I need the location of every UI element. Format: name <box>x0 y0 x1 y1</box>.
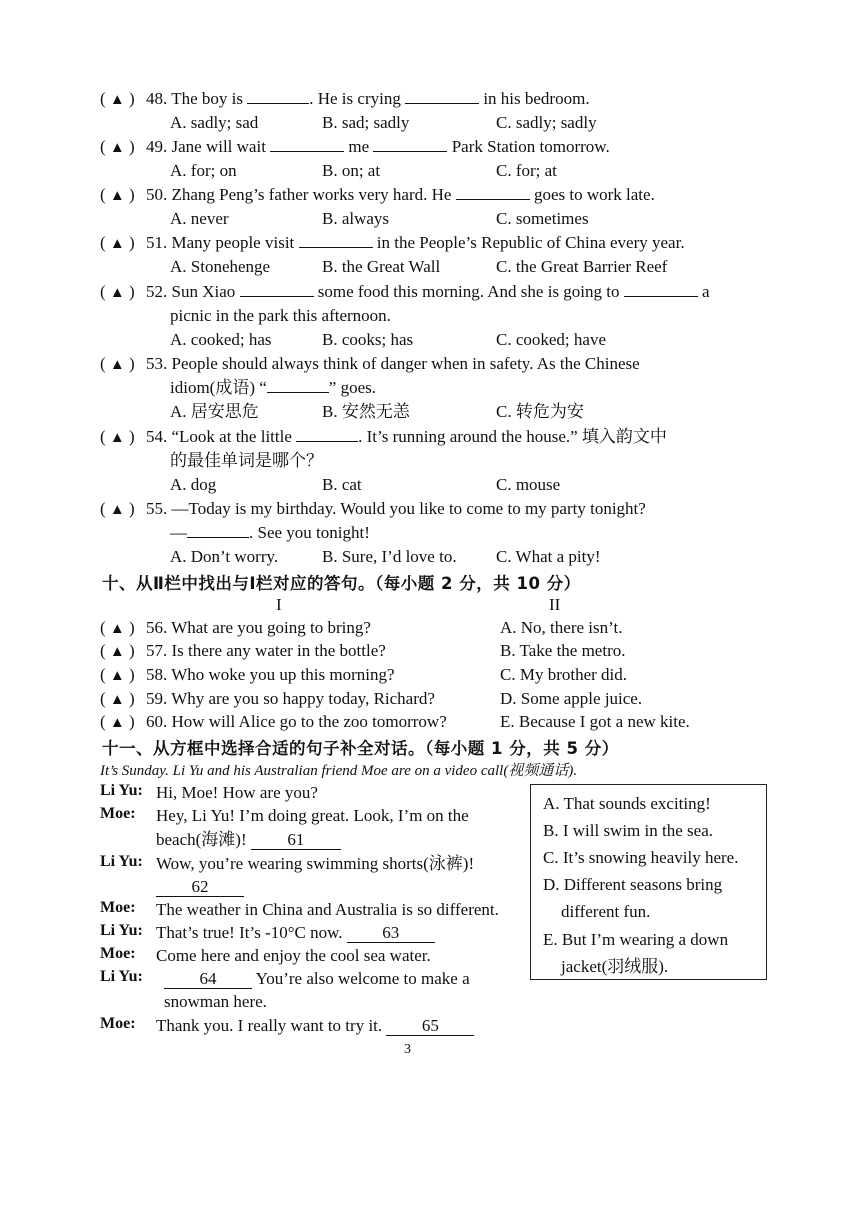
speaker-label: Li Yu: <box>100 782 143 799</box>
match-question: 59. Why are you so happy today, Richard? <box>146 689 435 708</box>
speaker-label: Moe: <box>100 1015 136 1032</box>
answer-bracket: ( ▲ ) <box>100 89 135 108</box>
option-c: C. sadly; sadly <box>496 113 597 132</box>
dialogue-scene: It’s Sunday. Li Yu and his Australian friend Moe are on a video call(视频通话). <box>100 763 578 779</box>
dialogue-line <box>156 876 244 898</box>
dialogue-line: Wow, you’re wearing swimming shorts(泳裤)! <box>156 854 475 873</box>
speaker-label: Li Yu: <box>100 853 143 870</box>
option-a: A. Don’t worry. <box>170 547 279 566</box>
answer-bracket: ( ▲ ) <box>100 185 135 204</box>
answer-blank-65: 65 <box>386 1017 474 1036</box>
answer-bracket: ( ▲ ) <box>100 689 135 708</box>
option-a: A. for; on <box>170 161 237 180</box>
dialogue-line: beach(海滩)! 61 <box>156 829 341 851</box>
answer-blank-61: 61 <box>251 831 341 850</box>
match-answer: E. Because I got a new kite. <box>500 712 690 731</box>
box-option-c: C. It’s snowing heavily here. <box>543 848 739 867</box>
question-stem-cont: — . See you tonight! <box>170 523 370 542</box>
speaker-label: Moe: <box>100 945 136 962</box>
speaker-label: Li Yu: <box>100 922 143 939</box>
option-b: B. the Great Wall <box>322 257 441 276</box>
dialogue-line: Thank you. I really want to try it. 65 <box>156 1015 474 1037</box>
match-answer: C. My brother did. <box>500 665 628 684</box>
answer-blank-63: 63 <box>347 924 435 943</box>
answer-bracket: ( ▲ ) <box>100 137 135 156</box>
option-c: C. mouse <box>496 475 561 494</box>
answer-bracket: ( ▲ ) <box>100 641 135 660</box>
answer-bracket: ( ▲ ) <box>100 427 135 446</box>
match-answer: D. Some apple juice. <box>500 689 643 708</box>
option-c: C. cooked; have <box>496 330 606 349</box>
box-option-d: D. Different seasons bring <box>543 875 723 894</box>
match-answer: B. Take the metro. <box>500 641 626 660</box>
section-heading: 十、从Ⅱ栏中找出与Ⅰ栏对应的答句。（每小题 2 分，共 10 分） <box>102 574 581 593</box>
answer-bracket: ( ▲ ) <box>100 499 135 518</box>
box-option-d-cont: different fun. <box>561 902 651 921</box>
question-stem-cont: picnic in the park this afternoon. <box>170 306 391 325</box>
dialogue-line: Come here and enjoy the cool sea water. <box>156 946 431 965</box>
option-b: B. Sure, I’d love to. <box>322 547 457 566</box>
question-stem: 50. Zhang Peng’s father works very hard. He goes to work late. <box>146 185 655 204</box>
answer-blank-62: 62 <box>156 878 244 897</box>
box-option-e: E. But I’m wearing a down <box>543 930 729 949</box>
dialogue-line: Hey, Li Yu! I’m doing great. Look, I’m on the <box>156 806 469 825</box>
question-stem: 52. Sun Xiao some food this morning. And she is going to a <box>146 282 710 301</box>
option-b: B. on; at <box>322 161 381 180</box>
speaker-label: Moe: <box>100 805 136 822</box>
answer-bracket: ( ▲ ) <box>100 618 135 637</box>
option-c: C. sometimes <box>496 209 589 228</box>
answer-bracket: ( ▲ ) <box>100 712 135 731</box>
option-c: C. What a pity! <box>496 547 601 566</box>
question-stem-cont: idiom(成语) “ ” goes. <box>170 378 377 397</box>
option-b: B. cat <box>322 475 362 494</box>
match-answer: A. No, there isn’t. <box>500 618 623 637</box>
speaker-label: Moe: <box>100 899 136 916</box>
answer-blank-64: 64 <box>164 970 252 989</box>
option-a: A. Stonehenge <box>170 257 271 276</box>
box-option-a: A. That sounds exciting! <box>543 794 711 813</box>
option-b: B. sad; sadly <box>322 113 410 132</box>
match-question: 56. What are you going to bring? <box>146 618 371 637</box>
dialogue-line: Hi, Moe! How are you? <box>156 783 318 802</box>
option-a: A. never <box>170 209 229 228</box>
option-c: C. for; at <box>496 161 557 180</box>
question-stem: 49. Jane will wait me Park Station tomorrow. <box>146 137 610 156</box>
answer-bracket: ( ▲ ) <box>100 665 135 684</box>
question-stem: 54. “Look at the little . It’s running around the house.” 填入韵文中 <box>146 427 667 446</box>
dialogue-line: 64 You’re also welcome to make a <box>164 968 470 990</box>
option-c: C. 转危为安 <box>496 402 584 421</box>
question-stem-cont: 的最佳单词是哪个？ <box>170 451 323 470</box>
dialogue-line: The weather in China and Australia is so different. <box>156 900 499 919</box>
option-b: B. cooks; has <box>322 330 414 349</box>
option-c: C. the Great Barrier Reef <box>496 257 668 276</box>
match-question: 58. Who woke you up this morning? <box>146 665 395 684</box>
answer-bracket: ( ▲ ) <box>100 354 135 373</box>
dialogue-line: snowman here. <box>164 992 267 1011</box>
answer-bracket: ( ▲ ) <box>100 233 135 252</box>
question-stem: 48. The boy is . He is crying in his bedroom. <box>146 89 590 108</box>
option-a: A. cooked; has <box>170 330 272 349</box>
box-option-b: B. I will swim in the sea. <box>543 821 713 840</box>
question-stem: 51. Many people visit in the People’s Republic of China every year. <box>146 233 685 252</box>
match-question: 57. Is there any water in the bottle? <box>146 641 386 660</box>
option-a: A. 居安思危 <box>170 402 259 421</box>
box-option-e-cont: jacket(羽绒服). <box>561 957 669 976</box>
section-heading: 十一、从方框中选择合适的句子补全对话。（每小题 1 分，共 5 分） <box>102 739 619 758</box>
options-box <box>530 784 767 980</box>
dialogue-line: That’s true! It’s -10°C now. 63 <box>156 922 435 944</box>
question-stem: 53. People should always think of danger when in safety. As the Chinese <box>146 354 640 373</box>
column-label-ii: II <box>549 595 561 614</box>
option-b: B. 安然无恙 <box>322 402 410 421</box>
option-a: A. sadly; sad <box>170 113 259 132</box>
option-b: B. always <box>322 209 390 228</box>
speaker-label: Li Yu: <box>100 968 143 985</box>
column-label-i: I <box>276 595 282 614</box>
answer-bracket: ( ▲ ) <box>100 282 135 301</box>
option-a: A. dog <box>170 475 217 494</box>
question-stem: 55. —Today is my birthday. Would you like to come to my party tonight? <box>146 499 646 518</box>
page-number: 3 <box>404 1042 411 1057</box>
match-question: 60. How will Alice go to the zoo tomorrow? <box>146 712 447 731</box>
